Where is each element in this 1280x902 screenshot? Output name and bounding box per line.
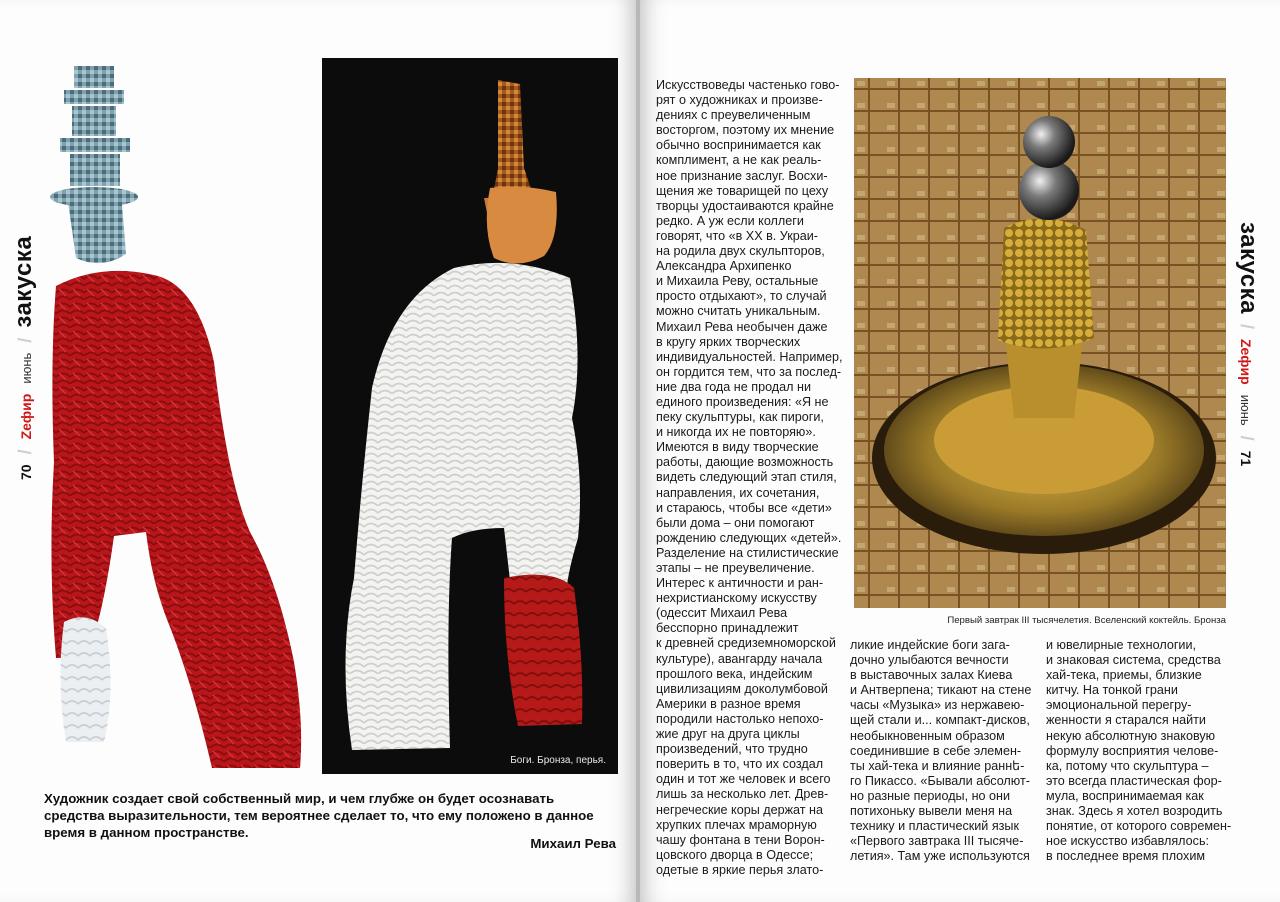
text-line: одетые в яркие перья злато-	[656, 862, 824, 877]
white-feather-sculpture-image	[322, 58, 618, 774]
text-line: негреческие коры держат на	[656, 802, 823, 817]
text-line: нехристианскому искусству	[656, 591, 817, 606]
text-line: один и тот же человек и всего	[656, 772, 831, 787]
article-column-3	[1046, 638, 1232, 864]
header-divider: /	[15, 337, 35, 343]
text-line: к древней средиземноморской	[656, 636, 836, 651]
text-line: породили настолько непохо-	[656, 711, 824, 726]
quote-author: Михаил Рева	[530, 836, 616, 851]
text-line: цовского дворца в Одессе;	[656, 847, 814, 862]
text-line: восторгом, поэтому их мнение	[656, 123, 835, 138]
bronze-sculpture-image	[854, 78, 1226, 608]
text-line: на родила двух скульпторов,	[656, 244, 825, 259]
text-line: эмоциональной перегру-	[1046, 698, 1192, 713]
text-line: потихоньку вывели меня на	[850, 804, 1013, 819]
left-page-number: 70	[18, 464, 34, 480]
text-line: знак. Здесь я хотел возродить	[1046, 804, 1223, 819]
text-line: некую абсолютную знаковую	[1046, 728, 1216, 743]
text-line: направления, их сочетания,	[656, 485, 820, 500]
text-line: технику и пластический язык	[850, 819, 1019, 834]
text-line: в кругу ярких творческих	[656, 334, 801, 349]
black-photo-panel	[322, 58, 618, 774]
left-page	[0, 0, 636, 902]
text-line: дочно улыбаются вечности	[850, 653, 1009, 668]
text-line: хай-тека, приемы, близкие	[1046, 668, 1202, 683]
text-line: и Михаила Реву, остальные	[656, 274, 819, 289]
text-line: китчу. На тонкой грани	[1046, 683, 1178, 698]
text-line: Америки в разное время	[656, 696, 801, 711]
text-line: были дома – они помогают	[656, 515, 815, 530]
article-column-2	[850, 638, 1030, 864]
text-line: видеть следующий этап стиля,	[656, 470, 837, 485]
panel-caption: Боги. Бронза, перья.	[510, 755, 606, 766]
text-line: можно считать уникальным.	[656, 304, 821, 319]
text-line: цивилизациям доколумбовой	[656, 681, 828, 696]
text-line: поверить в то, что их создал	[656, 757, 824, 772]
epigraph-quote: Художник создает свой собственный мир, и чем глубже он будет осознавать средства выразительности, тем вероятнее сделает то, что ему положено в данное время в данном пространстве.	[44, 791, 594, 840]
text-line: «Первого завтрака III тысяче-	[850, 834, 1024, 849]
text-line: (одессит Михаил Рева	[656, 606, 788, 621]
text-line: ты хай-тека и влияние раннե-	[850, 758, 1025, 773]
text-line: в выставочных залах Киева	[850, 668, 1013, 683]
text-line: часы «Музыка» из нержавею-	[850, 698, 1025, 713]
text-line: Имеются в виду творческие	[656, 440, 819, 455]
text-line: необыкновенным образом	[850, 728, 1005, 743]
text-line: работы, дающие возможность	[656, 455, 834, 470]
text-line: и стараюсь, чтобы все «дети»	[656, 500, 832, 515]
text-line: этапы – не преувеличение.	[656, 561, 815, 575]
text-line: Александра Архипенко	[656, 259, 792, 274]
text-line: комплимент, а не как реаль-	[656, 153, 822, 168]
text-line: дениях с преувеличенным	[656, 108, 811, 123]
text-line: Интерес к античности и ран-	[656, 576, 824, 591]
text-line: го Пикассо. «Бывали абсолют-	[850, 773, 1030, 788]
left-running-header	[10, 236, 38, 480]
text-line: просто отдыхают», то случай	[656, 289, 827, 304]
article-column-1	[656, 78, 842, 878]
header-divider: /	[1237, 435, 1257, 441]
right-running-header	[1234, 222, 1262, 466]
text-line: Разделение на стилистические	[656, 545, 839, 560]
text-line: летия». Там уже используются	[850, 849, 1030, 864]
text-line: произведений, что трудно	[656, 742, 808, 757]
header-divider: /	[15, 449, 35, 455]
section-title: закуска	[1235, 222, 1262, 314]
text-line: в последнее время плохим	[1046, 849, 1206, 864]
text-line: щей стали и... компакт-дисков,	[850, 713, 1030, 728]
right-page-number: 71	[1238, 450, 1254, 467]
text-line: и Антверпена; тикают на стене	[850, 683, 1032, 698]
text-line: говорят, что «в XX в. Украи-	[656, 228, 818, 243]
text-line: и знаковая система, средства	[1046, 653, 1221, 668]
text-line: бесспорно принадлежит	[656, 621, 799, 636]
text-line: рят о художниках и произве-	[656, 93, 823, 108]
text-line: хрупких плечах мраморную	[656, 817, 817, 832]
text-line: формулу восприятия челове-	[1046, 743, 1219, 758]
magazine-brand: Zефир	[18, 393, 34, 440]
text-line: это всегда пластическая фор-	[1046, 773, 1222, 788]
magazine-brand: Zефир	[1238, 338, 1254, 385]
text-line: жие друг на друга циклы	[656, 727, 800, 742]
text-line: соединившие в себе элемен-	[850, 743, 1022, 758]
red-feather-sculpture-image	[42, 62, 312, 772]
header-divider: /	[1237, 323, 1257, 329]
text-line: творцы удостаиваются крайне	[656, 198, 834, 213]
text-line: пеку скульптуры, как пироги,	[656, 410, 824, 425]
text-line: мула, воспринимаемая как	[1046, 788, 1204, 803]
text-line: ние два года не продал ни	[656, 379, 811, 394]
text-line: он гордится тем, что за послед-	[656, 364, 842, 379]
text-line: рождению следующих «детей».	[656, 530, 842, 545]
issue-month: июнь	[1238, 394, 1253, 426]
text-line: чашу фонтана в тени Ворон-	[656, 832, 825, 847]
text-line: и ювелирные технологии,	[1046, 638, 1196, 652]
text-line: ка, потому что скульптура –	[1046, 758, 1209, 773]
text-line: прошлого века, индейским	[656, 666, 813, 681]
text-line: и никогда их не повторяю».	[656, 425, 816, 440]
photo-caption: Первый завтрак III тысячелетия. Вселенский коктейль. Бронза	[947, 615, 1226, 626]
text-line: индивидуальностей. Например,	[656, 349, 843, 364]
text-line: культуре), авангарду начала	[656, 651, 823, 666]
text-line: ликие индейские боги зага-	[850, 638, 1010, 652]
text-line: женности я старался найти	[1046, 713, 1206, 728]
text-line: обычно воспринимается как	[656, 138, 821, 153]
text-line: лишь за несколько лет. Древ-	[656, 787, 829, 802]
text-line: единого произведения: «Я не	[656, 394, 829, 409]
text-line: Михаил Рева необычен даже	[656, 319, 828, 334]
cocktail-sculpture-photo	[854, 78, 1226, 608]
text-line: ное искусство избавлялось:	[1046, 834, 1210, 849]
text-line: но разные периоды, но они	[850, 788, 1011, 803]
text-line: редко. А уж если коллеги	[656, 213, 804, 228]
issue-month: июнь	[19, 352, 34, 384]
text-line: понятие, от которого современ-	[1046, 819, 1232, 834]
text-line: ное признание заслуг. Восхи-	[656, 168, 828, 183]
text-line: щения же товарищей по цеху	[656, 183, 829, 198]
text-line: Искусствоведы частенько гово-	[656, 78, 840, 92]
section-title: закуска	[10, 235, 37, 328]
